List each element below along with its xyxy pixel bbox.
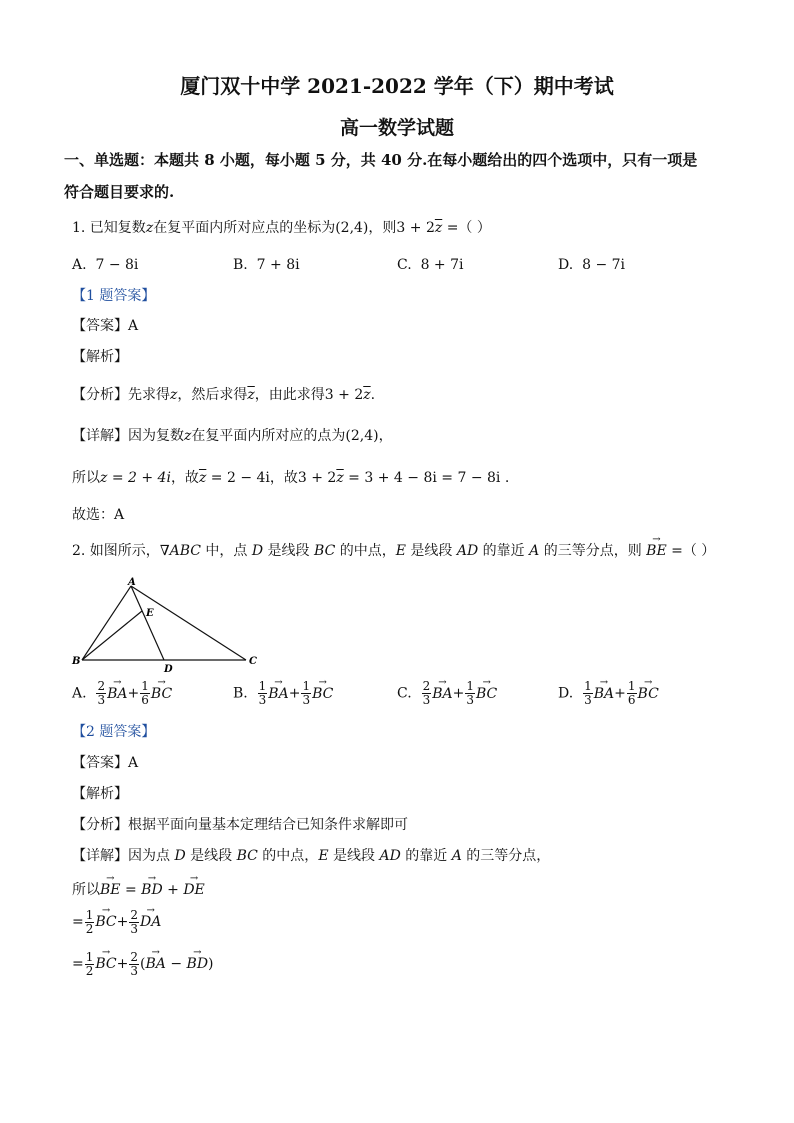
q1-answer-tag: 【1 题答案】 [72,288,156,304]
label-c: C [249,656,257,667]
q1-stem [72,218,491,238]
q2-xiangjie: 【详解】因为点 D 是线段 BC 的中点，E 是线段 AD 的靠近 A 的三等分点， [72,848,551,864]
q1-option-a: A. 7 − 8i [72,257,139,273]
q2-stem: 2. 如图所示，∇ABC 中，点 D 是线段 BC 的中点，E 是线段 AD 的靠近 A 的三等分点，则 → BE =（ ） [72,541,715,561]
q2-analysis-tag: 【解析】 [72,786,128,802]
q2-option-a: A. $\frac{2}{3}$ → BA+ $\frac{1}{6}$ → BC [72,680,172,707]
q1-xiangjie: 【详解】因为复数z在复平面内所对应的点为(2,4)， [72,428,393,444]
label-b: B [72,656,81,667]
q1-answer: 【答案】A [72,318,139,334]
q2-option-c: C. $\frac{2}{3}$ → BA+ $\frac{1}{3}$ → BC [397,680,497,707]
q2-step1: 所以→ BE = → BD + → DE [72,880,205,900]
label-d: D [164,664,173,675]
q2-answer-tag: 【2 题答案】 [72,724,156,740]
label-e: E [146,608,154,619]
q1-option-b: B. 7 + 8i [233,257,300,273]
q2-fenxi: 【分析】根据平面向量基本定理结合已知条件求解即可 [72,817,408,833]
segment-ac [131,586,246,660]
section-heading-line1: 一、单选题：本题共 8 小题，每小题 5 分，共 40 分.在每小题给出的四个选项中，只有一项是 [64,151,698,169]
q1-choice: 故选：A [72,507,125,523]
q1-stem-point: (2,4) [335,220,369,236]
q1-stem-then: ，则 [368,220,397,236]
section-heading-line2: 符合题目要求的. [64,183,175,201]
label-a: A [128,577,136,588]
triangle-figure [68,576,268,676]
q1-stem-expr-a: 3 + 2 [396,220,435,236]
q1-stem-expr-zbar: $\overline{z}$ [434,220,443,236]
segment-ab [82,586,131,660]
q2-step3: = $\frac{1}{2}$ → BC+ $\frac{2}{3}$ (→ BA − → BD) [72,950,214,978]
exam-subtitle: 高一数学试题 [339,117,454,139]
q1-option-d: D. 8 − 7i [558,257,626,273]
q1-fenxi: 【分析】先求得z，然后求得$\overline{z}$，由此求得$3 + 2\overline{z}$. [72,387,376,403]
q2-option-d: D. $\frac{1}{3}$ → BA+ $\frac{1}{6}$ → BC [558,680,659,707]
q1-stem-z: z [145,220,154,236]
segment-be [82,611,142,660]
q2-step2: = $\frac{1}{2}$ → BC+ $\frac{2}{3}$ → DA [72,908,161,936]
exam-title: 厦门双十中学 2021-2022 学年（下）期中考试 [180,74,614,98]
q1-option-c: C. 8 + 7i [397,257,464,273]
q1-analysis-tag: 【解析】 [72,349,128,365]
q1-calculation: 所以z = 2 + 4i，故$\overline{z} = 2 - 4i$，故$3 + 2\overline{z} = 3 + 4 - 8i = 7 - 8i$ . [72,470,510,486]
q2-answer: 【答案】A [72,755,139,771]
q1-stem-mid: 在复平面内所对应点的坐标为 [153,220,336,236]
q2-option-b: B. $\frac{1}{3}$ → BA+ $\frac{1}{3}$ → BC [233,680,333,707]
q1-stem-end: =（ ） [442,220,491,236]
q1-stem-prefix: 1. 已知复数 [72,220,146,236]
